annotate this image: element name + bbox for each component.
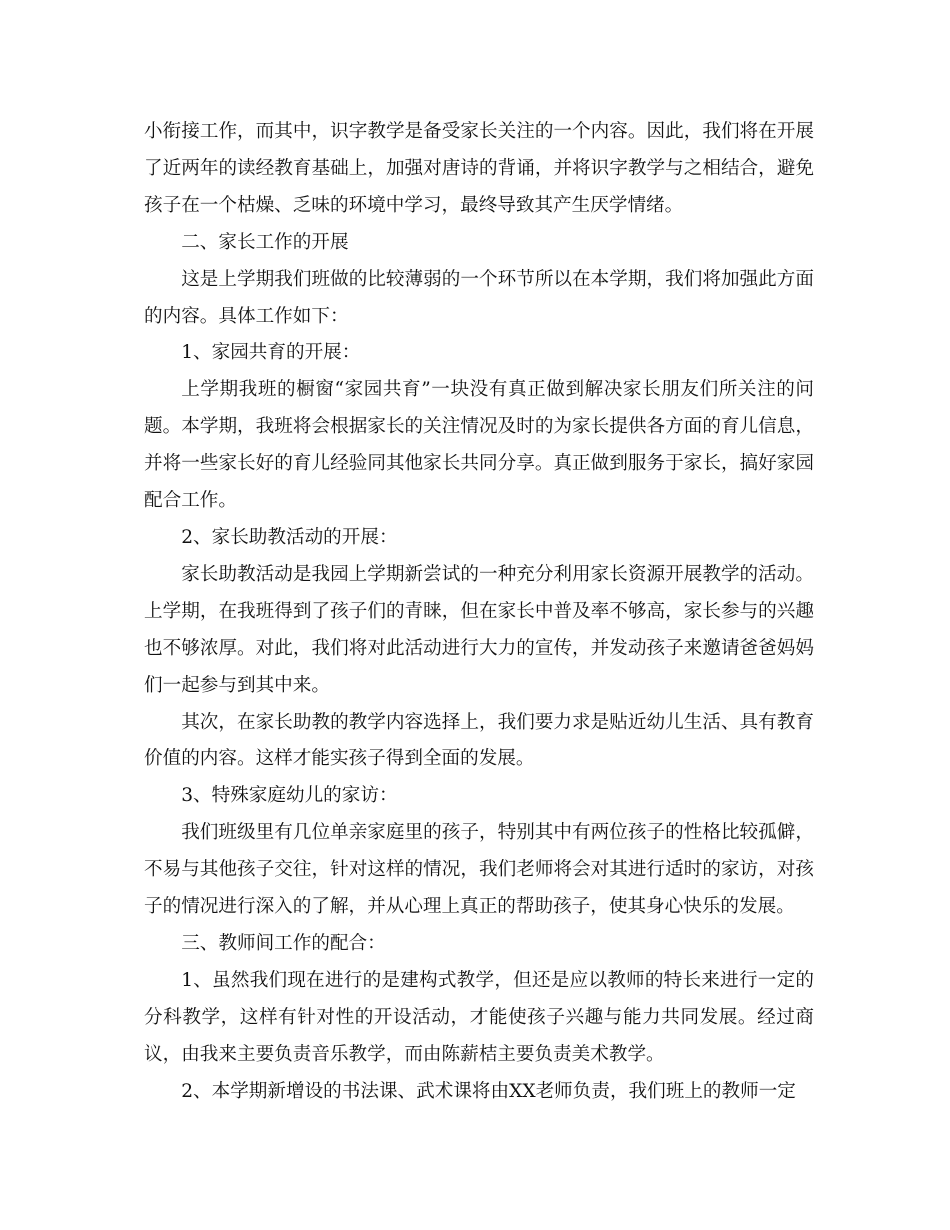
paragraph-parent-assistant-teaching: 家长助教活动是我园上学期新尝试的一种充分利用家长资源开展教学的活动。上学期，在我班得到了孩子们的青睐，但在家长中普及率不够高，家长参与的兴趣也不够浓厚。对此，我们将对此活动进行大力的宣传，并发动孩子来邀请爸爸妈妈们一起参与到其中来。	[144, 563, 814, 696]
subheading-home-school-cooperation: 1、家园共育的开展：	[181, 342, 361, 364]
paragraph-literacy-teaching: 小衔接工作，而其中，识字教学是备受家长关注的一个内容。因此，我们将在开展了近两年的读经教育基础上，加强对唐诗的背诵，并将识字教学与之相结合，避免孩子在一个枯燥、乏味的环境中学习，最终导致其产生厌学情绪。	[144, 121, 814, 216]
paragraph-teaching-content-selection: 其次，在家长助教的教学内容选择上，我们要力求是贴近幼儿生活、具有教育价值的内容。这样才能实孩子得到全面的发展。	[144, 711, 814, 770]
subheading-parent-assistant-teaching: 2、家长助教活动的开展：	[181, 526, 398, 548]
heading-teacher-cooperation: 三、教师间工作的配合：	[181, 932, 386, 954]
paragraph-subject-teaching: 1、虽然我们现在进行的是建构式教学，但还是应以教师的特长来进行一定的分科教学，这样有针对性的开设活动，才能使孩子兴趣与能力共同发展。经过商议，由我来主要负责音乐教学，而由陈薪桔主要负责美术教学。	[144, 969, 814, 1065]
document-body	[144, 114, 814, 1110]
paragraph-parent-work-intro: 这是上学期我们班做的比较薄弱的一个环节所以在本学期，我们将加强此方面的内容。具体工作如下：	[144, 268, 814, 327]
paragraph-new-courses: 2、本学期新增设的书法课、武术课将由XX老师负责，我们班上的教师一定	[181, 1080, 796, 1102]
paragraph-home-visits: 我们班级里有几位单亲家庭里的孩子，特别其中有两位孩子的性格比较孤僻，不易与其他孩子交往，针对这样的情况，我们老师将会对其进行适时的家访，对孩子的情况进行深入的了解，并从心理上真正的帮助孩子，使其身心快乐的发展。	[144, 822, 814, 918]
heading-parent-work: 二、家长工作的开展	[181, 231, 349, 253]
paragraph-home-school-cooperation: 上学期我班的橱窗“家园共育”一块没有真正做到解决家长朋友们所关注的问题。本学期，我班将会根据家长的关注情况及时的为家长提供各方面的育儿信息，并将一些家长好的育儿经验同其他家长共同分享。真正做到服务于家长，搞好家园配合工作。	[144, 379, 814, 512]
subheading-home-visits: 3、特殊家庭幼儿的家访：	[181, 785, 398, 807]
